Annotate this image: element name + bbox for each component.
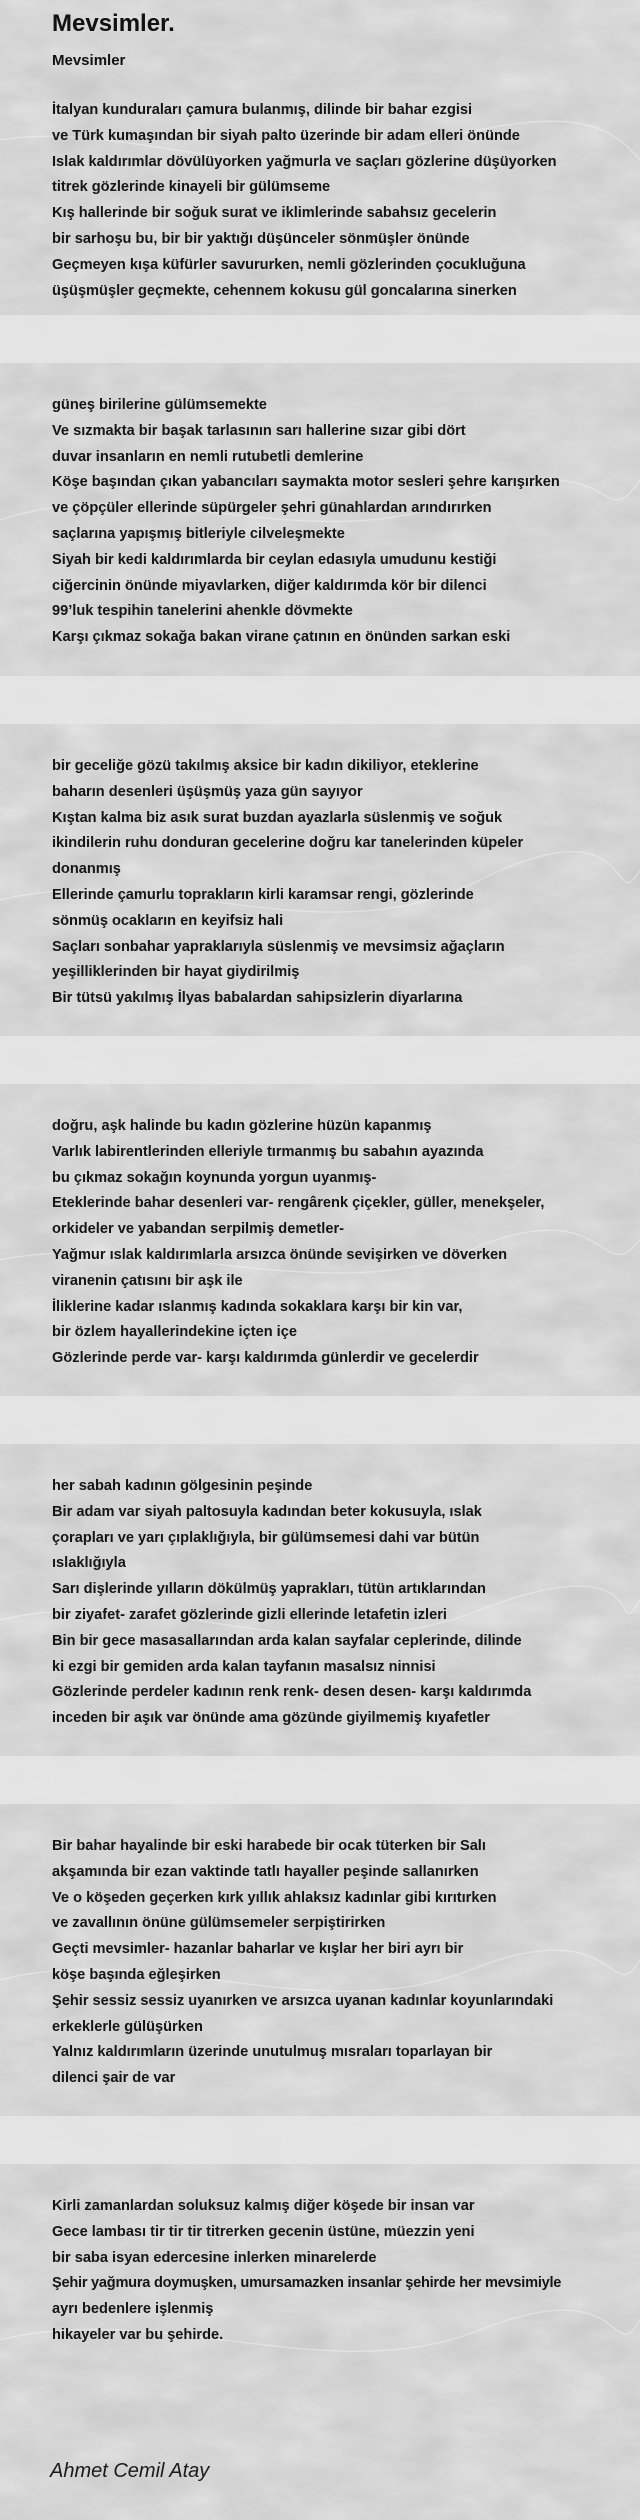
poem-line: ciğercinin önünde miyavlarken, diğer kaldırımda kör bir dilenci [52,577,487,594]
poem-line: Siyah bir kedi kaldırımlarda bir ceylan edasıyla umudunu kestiği [52,551,497,568]
poem-title: Mevsimler. [52,10,175,37]
poem-line: bir özlem hayallerindekine içten içe [52,1324,297,1341]
poem-line: bu çıkmaz sokağın koynunda yorgun uyanmış- [52,1169,377,1186]
poem-line: doğru, aşk halinde bu kadın gözlerine hüzün kapanmış [52,1118,432,1134]
poem-line: bir saba isyan edercesine inlerken minarelerde [52,2249,377,2266]
poem-line: Ellerinde çamurlu toprakların kirli karamsar rengi, gözlerinde [52,886,474,903]
poem-line: her sabah kadının gölgesinin peşinde [52,1478,313,1494]
poem-line: saçlarına yapışmış bitleriyle cilveleşmekte [52,525,345,542]
poem-line: ve Türk kumaşından bir siyah palto üzerinde bir adam elleri önünde [52,127,520,144]
poem-line: orkideler ve yabandan serpilmiş demetler- [52,1221,344,1238]
poem-line: Karşı çıkmaz sokağa bakan virane çatının en önünden sarkan eski [52,629,511,646]
poem-line: Kış hallerinde bir soğuk surat ve iklimlerinde sabahsız gecelerin [52,205,497,222]
poem-line: Gözlerinde perde var- karşı kaldırımda günlerdir ve gecelerdir [52,1350,479,1367]
author-signature: Ahmet Cemil Atay [50,2460,210,2482]
poem-line: ıslaklığıyla [52,1555,126,1572]
poem-line: Şehir yağmura doymuşken, umursamazken insanlar şehirde her mevsimiyle [52,2275,562,2292]
stanza-4 [52,1114,638,1372]
stanza-5 [52,1474,638,1732]
stanza-6 [52,1834,638,2092]
poem-line: çorapları ve yarı çıplaklığıyla, bir gülümsemesi dahi var bütün [52,1529,480,1546]
poem-line: dilenci şair de var [52,2070,176,2087]
poem-line: Ve sızmakta bir başak tarlasının sarı hallerine sızar gibi dört [52,422,466,439]
poem-line: hikayeler var bu şehirde. [52,2326,224,2343]
poem-subtitle: Mevsimler [52,52,126,69]
stanza-7 [52,2194,638,2349]
poem-line: Köşe başından çıkan yabancıları saymakta motor sesleri şehre karışırken [52,474,560,491]
poem-line: titrek gözlerinde kinayeli bir gülümseme [52,179,331,196]
stanza-3 [52,754,638,1012]
poem-line: Sarı dişlerinde yılların dökülmüş yaprakları, tütün artıklarından [52,1581,486,1598]
poem-line: Bin bir gece masasallarından arda kalan sayfalar ceplerinde, dilinde [52,1632,522,1649]
poem-line: akşamında bir ezan vaktinde tatlı hayaller peşinde sallanırken [52,1863,479,1880]
poem-line: Eteklerinde bahar desenleri var- rengârenk çiçekler, güller, menekşeler, [52,1195,545,1212]
poem-line: ki ezgi bir gemiden arda kalan tayfanın masalsız ninnisi [52,1658,436,1675]
poem-line: İliklerine kadar ıslanmış kadında sokaklara karşı bir kin var, [52,1298,463,1315]
poem-line: donanmış [52,861,121,878]
poem-line: baharın desenleri üşüşmüş yaza gün sayıyor [52,783,363,800]
poem-line: Gece lambası tir tir tir titrerken gecenin üstüne, müezzin yeni [52,2223,475,2240]
poem-line: sönmüş ocakların en keyifsiz hali [52,912,284,929]
poem-line: İtalyan kunduraları çamura bulanmış, dilinde bir bahar ezgisi [52,102,473,118]
poem-line: ve çöpçüler ellerinde süpürgeler şehri günahlardan arındırırken [52,500,492,517]
poem-line: Saçları sonbahar yapraklarıyla süslenmiş ve mevsimsiz ağaçların [52,938,505,955]
poem-line: viranenin çatısını bir aşk ile [52,1272,243,1289]
stanza-1 [52,98,638,304]
poem-line: Bir tütsü yakılmış İlyas babalardan sahipsizlerin diyarlarına [52,990,463,1007]
poem-line: bir ziyafet- zarafet gözlerinde gizli ellerinde letafetin izleri [52,1606,447,1623]
poem-line: Yağmur ıslak kaldırımlarla arsızca önünde sevişirken ve döverken [52,1246,508,1263]
poem-line: Bir bahar hayalinde bir eski harabede bir ocak tüterken bir Salı [52,1838,486,1854]
poem-line: Varlık labirentlerinden elleriyle tırmanmış bu sabahın ayazında [52,1143,484,1160]
poem-line: bir sarhoşu bu, bir bir yaktığı düşünceler sönmüşler önünde [52,230,470,247]
poem-line: erkeklerle gülüşürken [52,2018,203,2035]
poem-line: ve zavallının önüne gülümsemeler serpiştirirken [52,1915,386,1932]
poem-line: bir geceliğe gözü takılmış aksice bir kadın dikiliyor, eteklerine [52,758,479,774]
poem-line: Geçti mevsimler- hazanlar baharlar ve kışlar her biri ayrı bir [52,1941,464,1958]
poem-line: Islak kaldırımlar dövülüyorken yağmurla ve saçları gözlerine düşüyorken [52,153,557,170]
poem-line: ayrı bedenlere işlenmiş [52,2301,214,2318]
poem-line: Bir adam var siyah paltosuyla kadından beter kokusuyla, ıslak [52,1503,482,1520]
poem-line: Ve o köşeden geçerken kırk yıllık ahlaksız kadınlar gibi kırıtırken [52,1889,497,1906]
poem-line: Gözlerinde perdeler kadının renk renk- desen desen- karşı kaldırımda [52,1684,532,1701]
poem-line: ikindilerin ruhu donduran gecelerine doğru kar tanelerinden küpeler [52,835,524,852]
poem-line: 99’luk tespihin tanelerini ahenkle dövmekte [52,603,353,620]
poem-line: Şehir sessiz sessiz uyanırken ve arsızca uyanan kadınlar koyunlarındaki [52,1992,554,2009]
poem-line: Yalnız kaldırımların üzerinde unutulmuş mısraları toparlayan bir [52,2044,493,2061]
poem-line: Kirli zamanlardan soluksuz kalmış diğer köşede bir insan var [52,2198,475,2214]
poem-line: üşüşmüşler geçmekte, cehennem kokusu gül goncalarına sinerken [52,282,517,299]
poem-line: duvar insanların en nemli rutubetli demlerine [52,448,364,465]
poem-line: köşe başında eğleşirken [52,1966,221,1983]
poem-line: güneş birilerine gülümsemekte [52,397,267,413]
stanza-2 [52,393,638,651]
poem-line: yeşilliklerinden bir hayat giydirilmiş [52,964,300,981]
poem-line: Geçmeyen kışa küfürler savururken, nemli gözlerinden çocukluğuna [52,256,526,273]
poem-line: Kıştan kalma biz asık surat buzdan ayazlarla süslenmiş ve soğuk [52,809,503,826]
poem-line: inceden bir aşık var önünde ama gözünde giyilmemiş kıyafetler [52,1710,490,1727]
